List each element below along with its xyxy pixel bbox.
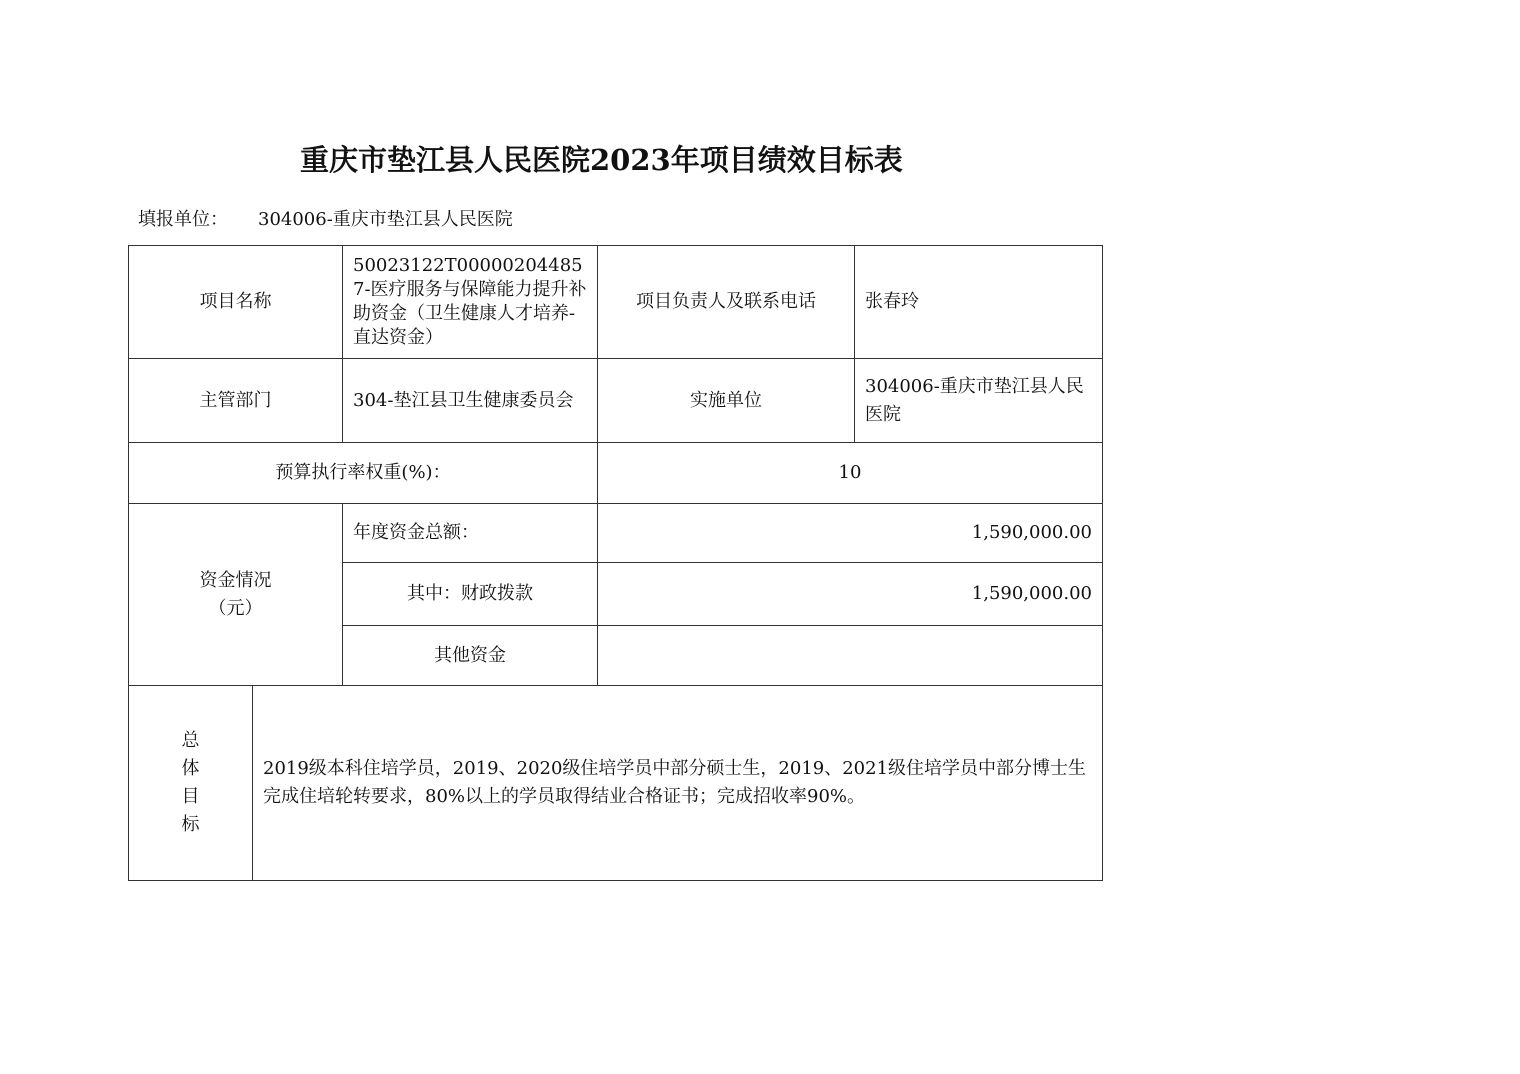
goal-text: 2019级本科住培学员，2019、2020级住培学员中部分硕士生，2019、2021级住培学员中部分博士生完成住培轮转要求，80%以上的学员取得结业合格证书；完成招收率90%。: [253, 686, 1103, 881]
table-row: [129, 504, 1103, 563]
budget-weight-label: 预算执行率权重(%)：: [129, 443, 598, 504]
fiscal-label: 其中：财政拨款: [343, 563, 598, 626]
table-row: [129, 246, 1103, 359]
project-name-label: 项目名称: [129, 246, 343, 359]
table-row: [129, 443, 1103, 504]
other-funds-value: [598, 626, 1103, 686]
goal-label-char: 标: [181, 814, 200, 835]
annual-total-value: 1,590,000.00: [598, 504, 1103, 563]
funds-label: [129, 504, 343, 686]
budget-weight-value: 10: [598, 443, 1103, 504]
dept-value: 304-垫江县卫生健康委员会: [343, 359, 598, 443]
fiscal-value: 1,590,000.00: [598, 563, 1103, 626]
performance-goal-table: [128, 245, 1103, 881]
project-leader-label: 项目负责人及联系电话: [598, 246, 855, 359]
annual-total-label: 年度资金总额：: [343, 504, 598, 563]
funds-label-line1: 资金情况: [199, 569, 272, 591]
table-row: [129, 359, 1103, 443]
goal-label: [129, 686, 253, 881]
goal-label-vertical: [182, 727, 200, 839]
project-leader-value: 张春玲: [855, 246, 1103, 359]
reporting-unit-row: [138, 205, 513, 231]
reporting-unit-value: 304006-重庆市垫江县人民医院: [258, 209, 513, 230]
impl-unit-value: 304006-重庆市垫江县人民医院: [855, 359, 1103, 443]
goal-label-char: 总: [181, 730, 200, 751]
goal-label-char: 目: [181, 786, 200, 807]
table-row: [129, 686, 1103, 881]
impl-unit-label: 实施单位: [598, 359, 855, 443]
reporting-unit-label: 填报单位：: [138, 209, 228, 230]
funds-label-line2: （元）: [208, 597, 263, 619]
project-name-value: 50023122T000002044857-医疗服务与保障能力提升补助资金（卫生健康人才培养-直达资金）: [343, 246, 598, 359]
dept-label: 主管部门: [129, 359, 343, 443]
goal-label-char: 体: [181, 758, 200, 779]
page-title: 重庆市垫江县人民医院2023年项目绩效目标表: [300, 143, 903, 177]
other-funds-label: 其他资金: [343, 626, 598, 686]
